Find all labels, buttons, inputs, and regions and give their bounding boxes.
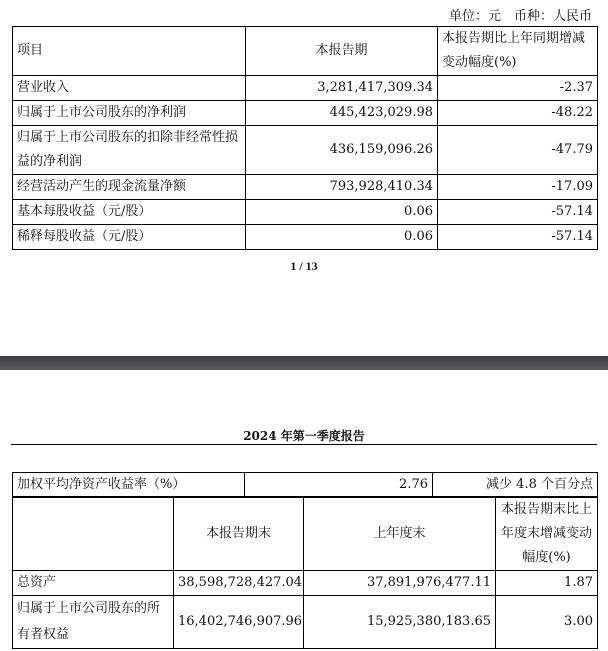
table-row	[13, 175, 598, 200]
row-value: 436,159,096.26	[246, 126, 438, 175]
row-label: 经营活动产生的现金流量净额	[13, 175, 246, 200]
row-change: -2.37	[438, 76, 598, 101]
unit-label: 单位：元 币种：人民币	[448, 9, 592, 24]
table-row	[13, 76, 598, 101]
table-row	[13, 126, 598, 175]
row-value: 16,402,746,907.96	[174, 596, 304, 649]
row-label: 基本每股收益（元/股）	[13, 200, 246, 225]
table-header-row	[13, 497, 598, 571]
row-value: 3,281,417,309.34	[246, 76, 438, 101]
row-change: -47.79	[438, 126, 598, 175]
row-change: 1.87	[496, 571, 598, 596]
key-financials-table	[12, 26, 598, 250]
roe-label: 加权平均净资产收益率（%）	[13, 473, 245, 498]
row-label: 总资产	[13, 571, 174, 596]
table-row	[13, 596, 598, 649]
table-row	[13, 200, 598, 225]
row-change: -17.09	[438, 175, 598, 200]
row-value: 0.06	[246, 200, 438, 225]
row-prior-value: 15,925,380,183.65	[304, 596, 496, 649]
header-blank	[13, 497, 174, 571]
header-change: 本报告期比上年同期增减变动幅度(%)	[438, 27, 598, 76]
row-change: 3.00	[496, 596, 598, 649]
row-value: 445,423,029.98	[246, 101, 438, 126]
report-title: 2024 年第一季度报告	[243, 429, 365, 443]
row-label: 营业收入	[13, 76, 246, 101]
row-label: 归属于上市公司股东的净利润	[13, 101, 246, 126]
row-prior-value: 37,891,976,477.11	[304, 571, 496, 596]
roe-table	[12, 472, 598, 498]
row-change: -48.22	[438, 101, 598, 126]
row-change: -57.14	[438, 200, 598, 225]
row-label: 归属于上市公司股东的扣除非经常性损益的净利润	[13, 126, 246, 175]
header-prior-year-end: 上年度末	[304, 497, 496, 571]
header-rule	[11, 444, 597, 445]
table-header-row	[13, 27, 598, 76]
row-change: -57.14	[438, 225, 598, 250]
row-value: 38,598,728,427.04	[174, 571, 304, 596]
page-number: 1 / 13	[290, 259, 318, 273]
header-item: 项目	[13, 27, 246, 76]
header-current: 本报告期	[246, 27, 438, 76]
row-label: 归属于上市公司股东的所有者权益	[13, 596, 174, 649]
table-row	[13, 101, 598, 126]
row-value: 793,928,410.34	[246, 175, 438, 200]
balance-table	[12, 496, 598, 649]
table-row	[13, 571, 598, 596]
table-row	[13, 473, 598, 498]
header-period-end: 本报告期末	[174, 497, 304, 571]
roe-value: 2.76	[245, 473, 433, 498]
row-value: 0.06	[246, 225, 438, 250]
header-change: 本报告期末比上年度末增减变动幅度(%)	[496, 497, 598, 571]
roe-change: 减少 4.8 个百分点	[433, 473, 598, 498]
page-separator	[0, 356, 608, 370]
table-row	[13, 225, 598, 250]
row-label: 稀释每股收益（元/股）	[13, 225, 246, 250]
